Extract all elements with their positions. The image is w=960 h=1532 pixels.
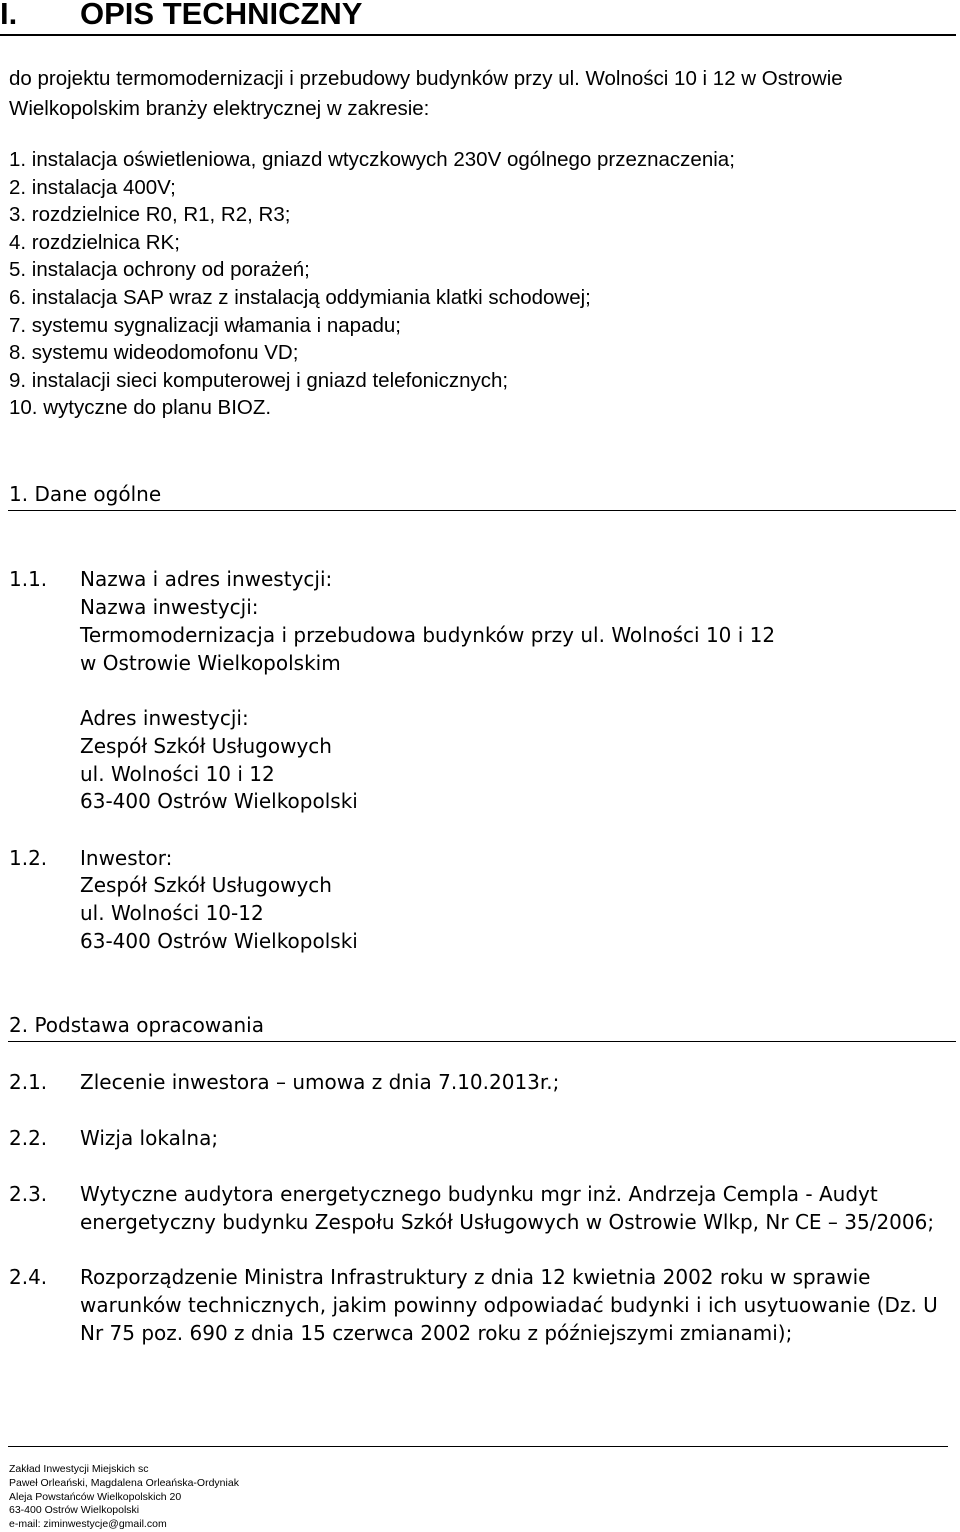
heading-rule: [0, 34, 956, 36]
list-item: 9. instalacji sieci komputerowej i gniazd telefonicznych;: [9, 368, 509, 392]
footer-street: Aleja Powstańców Wielkopolskich 20: [9, 1490, 182, 1503]
basis-number: 2.1.: [9, 1070, 48, 1094]
investment-address-block: [80, 705, 358, 816]
basis-number: 2.2.: [9, 1126, 48, 1150]
investment-address-line: ul. Wolności 10 i 12: [80, 761, 275, 786]
section-1-rule: [8, 510, 956, 511]
list-item: 10. wytyczne do planu BIOZ.: [9, 396, 272, 420]
scope-list: [9, 146, 735, 422]
footer-email: e-mail: ziminwestycje@gmail.com: [9, 1518, 167, 1531]
investment-name-label: Nazwa inwestycji:: [80, 595, 259, 619]
list-item: 5. instalacja ochrony od porażeń;: [9, 258, 310, 282]
basis-item: [9, 1068, 956, 1096]
section-1-title: 1. Dane ogólne: [9, 482, 162, 506]
basis-number: 2.3.: [9, 1182, 48, 1206]
investor-line: 63-400 Ostrów Wielkopolski: [80, 928, 358, 953]
subsection-1-2: [9, 844, 956, 872]
subsection-number: 1.2.: [9, 846, 48, 870]
list-item: 4. rozdzielnica RK;: [9, 230, 180, 254]
investor-line: ul. Wolności 10-12: [80, 900, 264, 925]
list-item: 6. instalacja SAP wraz z instalacją oddymiania klatki schodowej;: [9, 285, 591, 309]
intro-paragraph: do projektu termomodernizacji i przebudowy budynków przy ul. Wolności 10 i 12 w Ostrowie Wielkopolskim branży elektrycznej w zakresie:: [9, 67, 843, 120]
investment-address-line: Zespół Szkół Usługowych: [80, 733, 332, 758]
investment-address-label: Adres inwestycji:: [80, 706, 249, 730]
subsection-number: 1.1.: [9, 567, 48, 591]
subsection-1-1: [9, 565, 956, 593]
subsection-label: Inwestor:: [80, 846, 173, 870]
basis-text: Zlecenie inwestora – umowa z dnia 7.10.2013r.;: [80, 1070, 560, 1094]
footer: [9, 1463, 239, 1532]
investment-name-line: w Ostrowie Wielkopolskim: [80, 650, 341, 675]
section-2-rule: [8, 1041, 956, 1042]
basis-text: Wizja lokalna;: [80, 1126, 219, 1150]
basis-item: [9, 1263, 956, 1347]
document-heading: [0, 0, 362, 32]
basis-text: Rozporządzenie Ministra Infrastruktury z dnia 12 kwietnia 2002 roku w sprawie warunków technicznych, jakim powinny odpowiadać budynki i ich usytuowanie (Dz. U Nr 75 poz. 690 z dnia 15 czerwca 2002 roku z późniejszymi zmianami);: [80, 1265, 938, 1345]
list-item: 7. systemu sygnalizacji włamania i napadu;: [9, 313, 401, 337]
investment-name-block: [80, 594, 775, 677]
footer-company: Zakład Inwestycji Miejskich sc: [9, 1463, 149, 1475]
list-item: 8. systemu wideodomofonu VD;: [9, 341, 299, 365]
list-item: 2. instalacja 400V;: [9, 175, 176, 199]
footer-rule: [8, 1446, 948, 1447]
basis-item: [9, 1124, 956, 1152]
investment-address-line: 63-400 Ostrów Wielkopolski: [80, 789, 358, 814]
basis-item: [9, 1180, 956, 1236]
section-2-title: 2. Podstawa opracowania: [9, 1013, 264, 1037]
heading-title: OPIS TECHNICZNY: [80, 0, 363, 31]
investor-block: [80, 872, 358, 955]
investment-name-line: Termomodernizacja i przebudowa budynków przy ul. Wolności 10 i 12: [80, 622, 776, 647]
heading-number: I.: [0, 0, 18, 31]
list-item: 1. instalacja oświetleniowa, gniazd wtyczkowych 230V ogólnego przeznaczenia;: [9, 148, 735, 171]
footer-city: 63-400 Ostrów Wielkopolski: [9, 1504, 140, 1517]
basis-text: Wytyczne audytora energetycznego budynku mgr inż. Andrzeja Cempla - Audyt energetyczny budynku Zespołu Szkół Usługowych w Ostrowie Wlkp, Nr CE – 35/2006;: [80, 1182, 935, 1234]
basis-number: 2.4.: [9, 1265, 48, 1289]
footer-owners: Paweł Orleański, Magdalena Orleańska-Ordyniak: [9, 1476, 239, 1489]
investor-line: Zespół Szkół Usługowych: [80, 873, 332, 897]
list-item: 3. rozdzielnice R0, R1, R2, R3;: [9, 203, 291, 227]
subsection-label: Nazwa i adres inwestycji:: [80, 567, 333, 591]
